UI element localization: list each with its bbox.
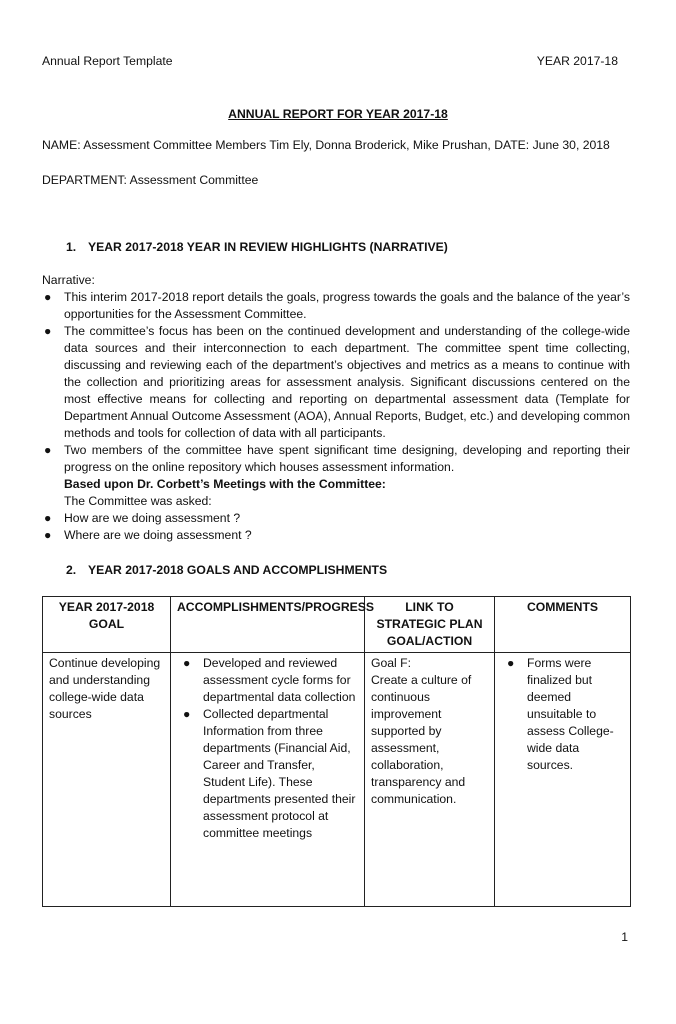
section1-heading: [66, 240, 448, 254]
bullet-icon: ●: [507, 656, 515, 670]
bullet-icon: ●: [44, 511, 52, 525]
section2-number: 2.: [66, 563, 77, 577]
section1-number: 1.: [66, 240, 77, 254]
accomplishments-cell: [171, 653, 365, 907]
comments-list: [501, 655, 624, 774]
goal-cell: Continue developing and understanding college-wide data sources: [43, 653, 171, 907]
list-item: ● The committee’s focus has been on the continued development and understanding of the college-wide data sources and their interconnection to each department. The committee spent time collecting, discussing and reviewing each of the department’s objectives and metrics as a means to continue with the collection and prioritizing areas for assessment analysis. Significant discussions centered on the most effective means for collecting and reporting on departmental assessment data (Template for Department Annual Outcome Assessment (AOA), Annual Reports, Budget, etc.) and developing common methods and tools for collection of data with all participants.: [44, 324, 630, 440]
link-goal-text: Create a culture of continuous improvement supported by assessment, collaboration, transparency and communication.: [371, 673, 472, 806]
list-item: ● Developed and reviewed assessment cycle forms for departmental data collection: [183, 656, 356, 704]
bullet-icon: ●: [183, 707, 191, 721]
questions-list: [42, 510, 630, 544]
header-left: Annual Report Template: [42, 54, 173, 68]
section2-heading: [66, 563, 387, 577]
list-item: ● Collected departmental Information from three departments (Financial Aid, Career and Transfer, Student Life). These departments presented their assessment protocol at committee meetings: [183, 707, 356, 840]
link-goal-title: Goal F:: [371, 656, 411, 670]
col-header-accomplishments: ACCOMPLISHMENTS/PROGRESS: [171, 597, 365, 653]
section2-heading-text: YEAR 2017-2018 GOALS AND ACCOMPLISHMENTS: [88, 563, 388, 577]
col-header-comments: COMMENTS: [495, 597, 631, 653]
table-header-row: [43, 597, 631, 653]
comments-cell: [495, 653, 631, 907]
committee-asked: The Committee was asked:: [64, 494, 212, 508]
header-right: YEAR 2017-18: [536, 54, 618, 68]
goals-table: [42, 596, 631, 907]
bullet-icon: ●: [44, 324, 52, 338]
bullet-icon: ●: [183, 656, 191, 670]
page-number: 1: [621, 930, 628, 944]
dr-corbett-subheading: Based upon Dr. Corbett’s Meetings with the Committee:: [64, 477, 386, 491]
department-line: DEPARTMENT: Assessment Committee: [42, 173, 259, 187]
narrative-body: [42, 289, 630, 544]
narrative-label: Narrative:: [42, 273, 95, 287]
list-item: ● How are we doing assessment ?: [44, 511, 241, 525]
bullet-icon: ●: [44, 443, 52, 457]
link-cell: [365, 653, 495, 907]
list-item: ● Forms were finalized but deemed unsuitable to assess College-wide data sources.: [507, 656, 614, 772]
list-item: ● This interim 2017-2018 report details the goals, progress towards the goals and the balance of the year’s opportunities for the Assessment Committee.: [44, 290, 630, 321]
accomplishments-list: [177, 655, 358, 842]
list-item: ● Where are we doing assessment ?: [44, 528, 252, 542]
bullet-icon: ●: [44, 528, 52, 542]
col-header-goal: YEAR 2017-2018 GOAL: [43, 597, 171, 653]
name-line: NAME: Assessment Committee Members Tim Ely, Donna Broderick, Mike Prushan, DATE: June 30, 2018: [42, 138, 610, 152]
col-header-link: LINK TO STRATEGIC PLAN GOAL/ACTION: [365, 597, 495, 653]
section1-heading-text: YEAR 2017-2018 YEAR IN REVIEW HIGHLIGHTS (NARRATIVE): [88, 240, 448, 254]
list-item: ● Two members of the committee have spent significant time designing, developing and reporting their progress on the online repository which houses assessment information.: [44, 443, 630, 474]
narrative-bullets: [42, 289, 630, 476]
report-title: ANNUAL REPORT FOR YEAR 2017-18: [228, 107, 448, 121]
bullet-icon: ●: [44, 290, 52, 304]
table-row: [43, 653, 631, 907]
